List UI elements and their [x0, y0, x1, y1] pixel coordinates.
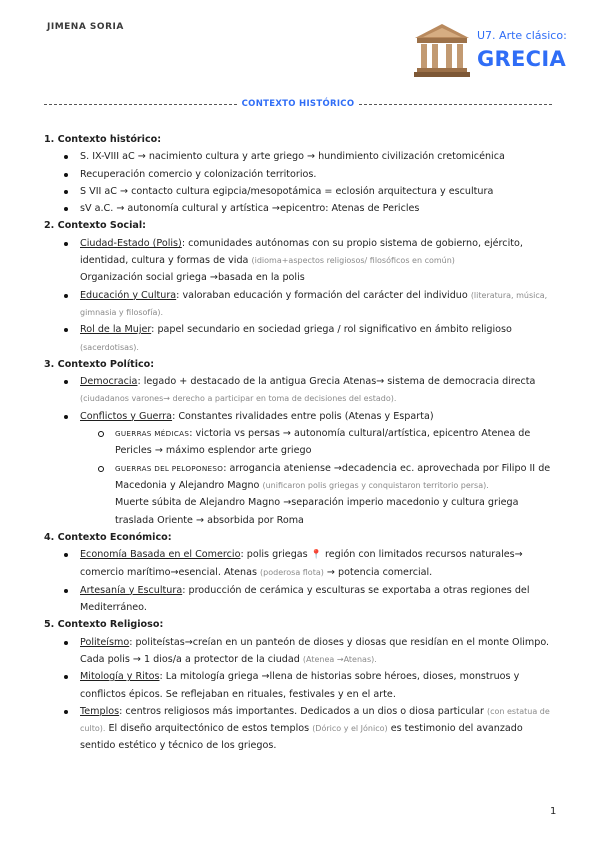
sub-list-item: GUERRAS DEL PELOPONESO: arrogancia ateniense →decadencia ec. aprovechada por Filipo II de Macedonia y Alejandro Magno (unificaron polis griegas y conquistaron territorio persa). Muerte súbita de Alejandro Magno →separación imperio macedonio y cultura griega traslada Oriente → absorbida por Roma	[115, 460, 554, 529]
term: Ciudad-Estado (Polis)	[80, 237, 182, 249]
list-item: Democracia: legado + destacado de la antigua Grecia Atenas→ sistema de democracia directa (ciudadanos varones→ derecho a participar en toma de decisiones del estado).	[80, 373, 554, 408]
list-item: S. IX-VIII aC → nacimiento cultura y arte griego → hundimiento civilización cretomicénica	[80, 148, 554, 165]
heading-religious: 5. Contexto Religioso:	[44, 619, 164, 631]
content	[44, 131, 554, 755]
list-item: Artesanía y Escultura: producción de cerámica y esculturas se exportaba a otras regiones del Mediterráneo.	[80, 582, 554, 617]
term: Politeísmo	[80, 636, 130, 648]
page-number: 1	[550, 806, 557, 817]
list-item: Ciudad-Estado (Polis): comunidades autónomas con su propio sistema de gobierno, ejército, identidad, cultura y formas de vida (idioma+aspectos religiosos/ filosóficos en común) Organización social griega →basada en la polis	[80, 235, 554, 287]
heading-political: 3. Contexto Político:	[44, 358, 155, 370]
term: Rol de la Mujer	[80, 324, 152, 336]
heading-social: 2. Contexto Social:	[44, 220, 146, 232]
list-item: S VII aC → contacto cultura egipcia/mesopotámica = eclosión arquitectura y escultura	[80, 183, 554, 200]
page-title: GRECIA	[477, 47, 567, 71]
list-item: Mitología y Ritos: La mitología griega →llena de historias sobre héroes, dioses, monstruos y conflictos épicos. Se reflejaban en rituales, festivales y en el arte.	[80, 668, 554, 703]
list-item: Educación y Cultura: valoraban educación y formación del carácter del individuo (literatura, música, gimnasia y filosofía).	[80, 287, 554, 322]
list-item: sV a.C. → autonomía cultural y artística →epicentro: Atenas de Pericles	[80, 200, 554, 217]
list-item: Templos: centros religiosos más importantes. Dedicados a un dios o diosa particular (con estatua de culto). El diseño arquitectónico de estos templos (Dórico y el Jónico) es testimonio del avanzado sentido estético y técnico de los griegos.	[80, 703, 554, 755]
list-item: Recuperación comercio y colonización territorios.	[80, 166, 554, 183]
sub-list-item: GUERRAS MÉDICAS: victoria vs persas → autonomía cultural/artística, epicentro Atenea de Pericles → máximo esplendor arte griego	[115, 425, 554, 460]
section-divider	[44, 99, 552, 109]
heading-economic: 4. Contexto Económico:	[44, 531, 172, 543]
unit-label: U7. Arte clásico:	[477, 29, 567, 42]
term: Mitología y Ritos	[80, 671, 160, 683]
greek-temple-icon	[413, 22, 471, 78]
section-label: CONTEXTO HISTÓRICO	[241, 99, 355, 109]
list-item: Rol de la Mujer: papel secundario en sociedad griega / rol significativo en ámbito religioso (sacerdotisas).	[80, 321, 554, 356]
list-item: Politeísmo: politeístas→creían en un panteón de dioses y diosas que residían en el monte Olimpo. Cada polis → 1 dios/a a protector de la ciudad (Atenea →Atenas).	[80, 634, 554, 669]
term: Democracia	[80, 376, 138, 388]
term: Educación y Cultura	[80, 289, 177, 301]
list-item: Economía Basada en el Comercio: polis griegas 📍 región con limitados recursos naturales→ comercio marítimo→esencial. Atenas (poderosa flota) → potencia comercial.	[80, 546, 554, 582]
term: Economía Basada en el Comercio	[80, 549, 241, 561]
heading-historical: 1. Contexto histórico:	[44, 134, 162, 145]
list-item: Conflictos y Guerra: Constantes rivalidades entre polis (Atenas y Esparta) GUERRAS MÉDICAS: victoria vs persas → autonomía cultural/artística, epicentro Atenea de Pericles → máximo esplendor arte griego GUERRAS DEL PELOPONESO: arrogancia ateniense →decadencia ec. aprovechada por Filipo II de Macedonia y Alejandro Magno (unificaron polis griegas y conquistaron territorio persa). Muerte súbita de Alejandro Magno →separación imperio macedonio y cultura griega traslada Oriente → absorbida por Roma	[80, 408, 554, 529]
pin-icon: 📍	[310, 550, 322, 561]
term: Conflictos y Guerra	[80, 410, 173, 422]
term: Templos	[80, 705, 120, 717]
author-name: JIMENA SORIA	[47, 22, 124, 32]
term: Artesanía y Escultura	[80, 584, 183, 596]
